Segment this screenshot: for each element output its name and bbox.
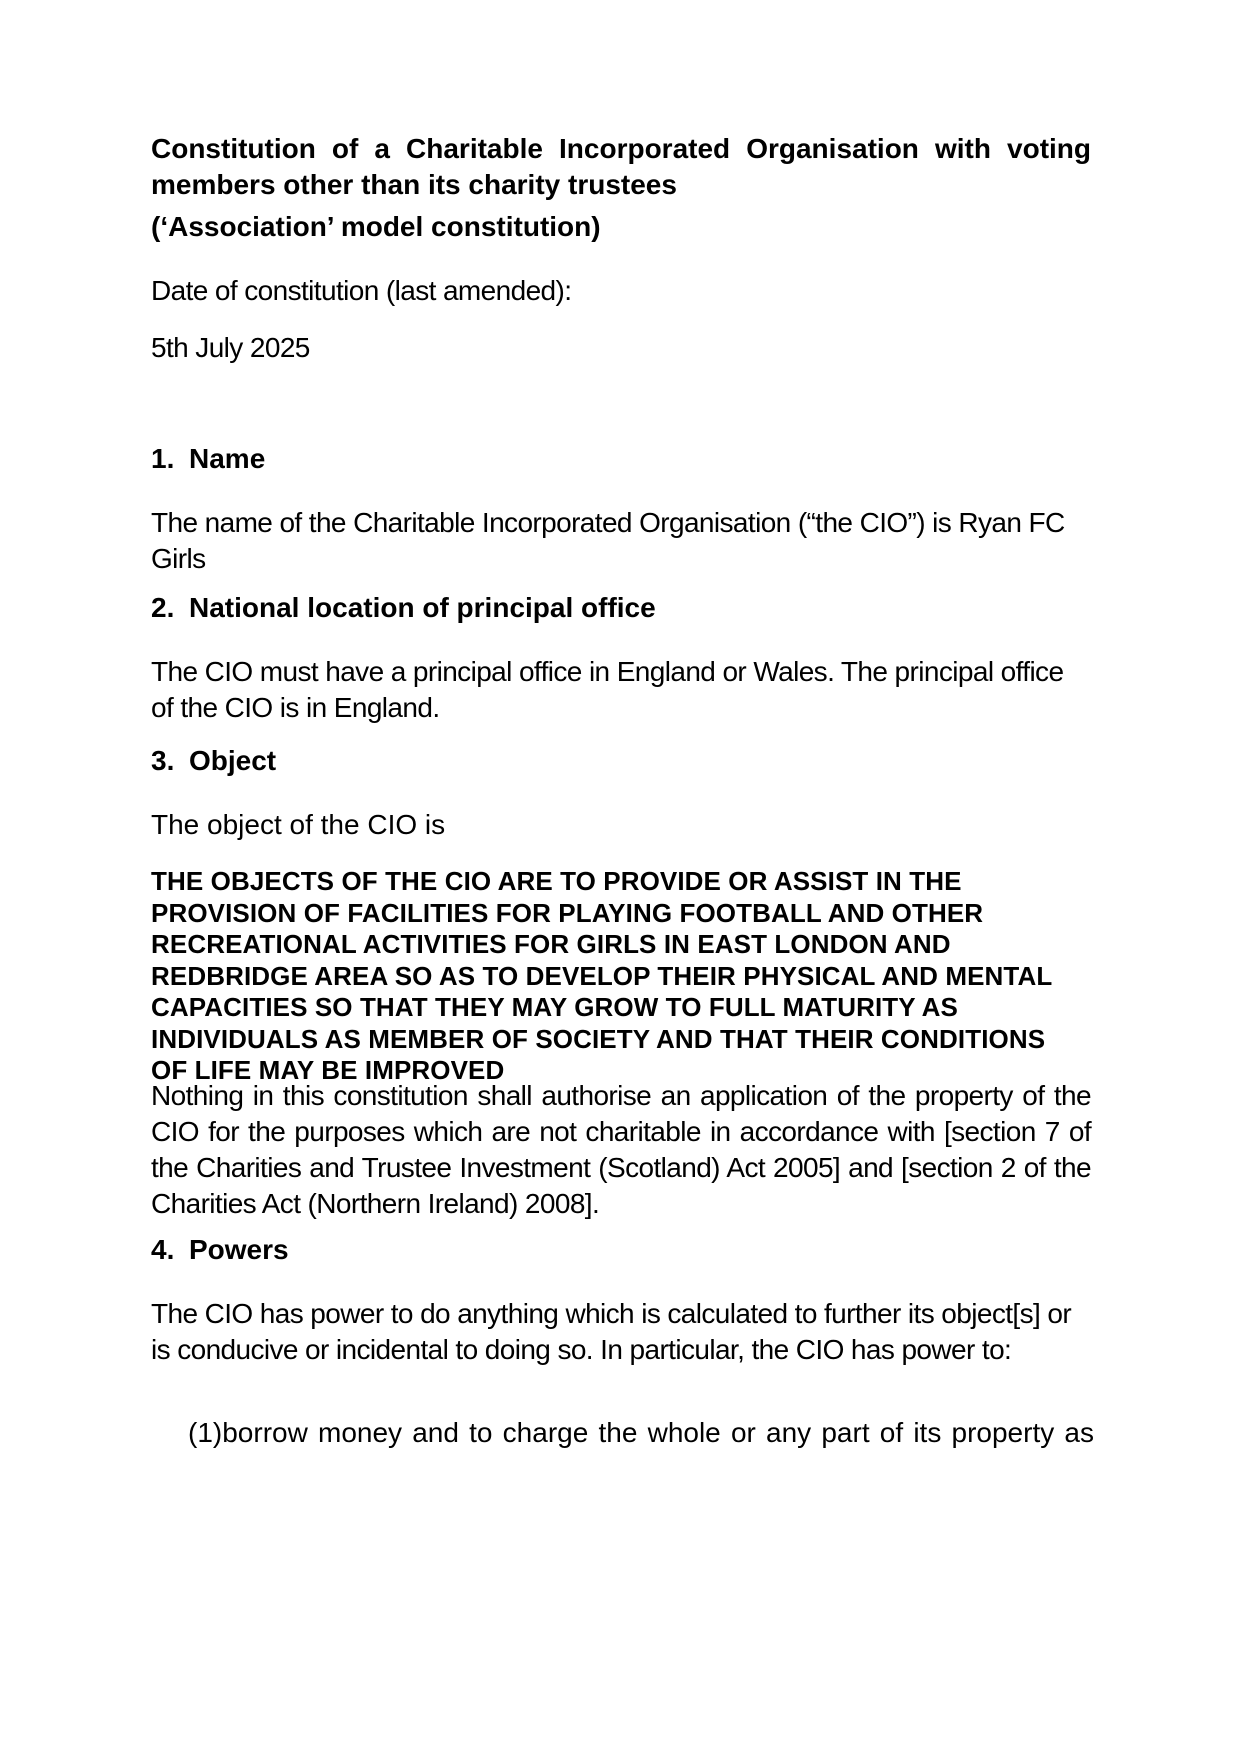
date-value: 5th July 2025: [151, 332, 310, 363]
section-heading-object: [151, 743, 1091, 779]
section-3-charitable-clause: Nothing in this constitution shall authorise an application of the property of the CIO for the purposes which are not charitable in accordance with [section 7 of the Charities and Trustee Investment (Scotland) Act 2005] and [section 2 of the Charities Act (Northern Ireland) 2008].: [151, 1080, 1091, 1219]
section-title: Powers: [189, 1234, 289, 1265]
section-1-paragraph: The name of the Charitable Incorporated Organisation (“the CIO”) is Ryan FC Girls: [151, 507, 1065, 574]
objects-statement: THE OBJECTS OF THE CIO ARE TO PROVIDE OR ASSIST IN THE PROVISION OF FACILITIES FOR PLAYING FOOTBALL AND OTHER RECREATIONAL ACTIVITIES FOR GIRLS IN EAST LONDON AND REDBRIDGE AREA SO AS TO DEVELOP THEIR PHYSICAL AND MENTAL CAPACITIES SO THAT THEY MAY GROW TO FULL MATURITY AS INDIVIDUALS AS MEMBER OF SOCIETY AND THAT THEIR CONDITIONS OF LIFE MAY BE IMPROVED: [151, 866, 1052, 1085]
section-title: Object: [189, 745, 277, 776]
section-number: 3.: [151, 745, 175, 776]
section-number: 2.: [151, 592, 175, 623]
section-heading-principal-office: [151, 590, 1091, 626]
date-label: Date of constitution (last amended):: [151, 275, 572, 306]
document-subtitle: (‘Association’ model constitution): [151, 211, 601, 242]
section-4-paragraph: The CIO has power to do anything which is calculated to further its object[s] or is conducive or incidental to doing so. In particular, the CIO has power to:: [151, 1298, 1072, 1365]
list-item-number: (1): [188, 1417, 223, 1448]
section-2-paragraph: The CIO must have a principal office in England or Wales. The principal office of the CIO is in England.: [151, 656, 1064, 723]
powers-list-item: [188, 1415, 1094, 1451]
section-3-intro: The object of the CIO is: [151, 809, 446, 840]
list-item-text: borrow money and to charge the whole or any part of its property as: [222, 1417, 1094, 1448]
section-heading-name: [151, 441, 1091, 477]
section-title: Name: [189, 443, 266, 474]
section-number: 4.: [151, 1234, 175, 1265]
section-heading-powers: [151, 1232, 1091, 1268]
document-title: Constitution of a Charitable Incorporated Organisation with voting members other than its charity trustees: [151, 133, 1091, 200]
section-title: National location of principal office: [189, 592, 656, 623]
section-number: 1.: [151, 443, 175, 474]
